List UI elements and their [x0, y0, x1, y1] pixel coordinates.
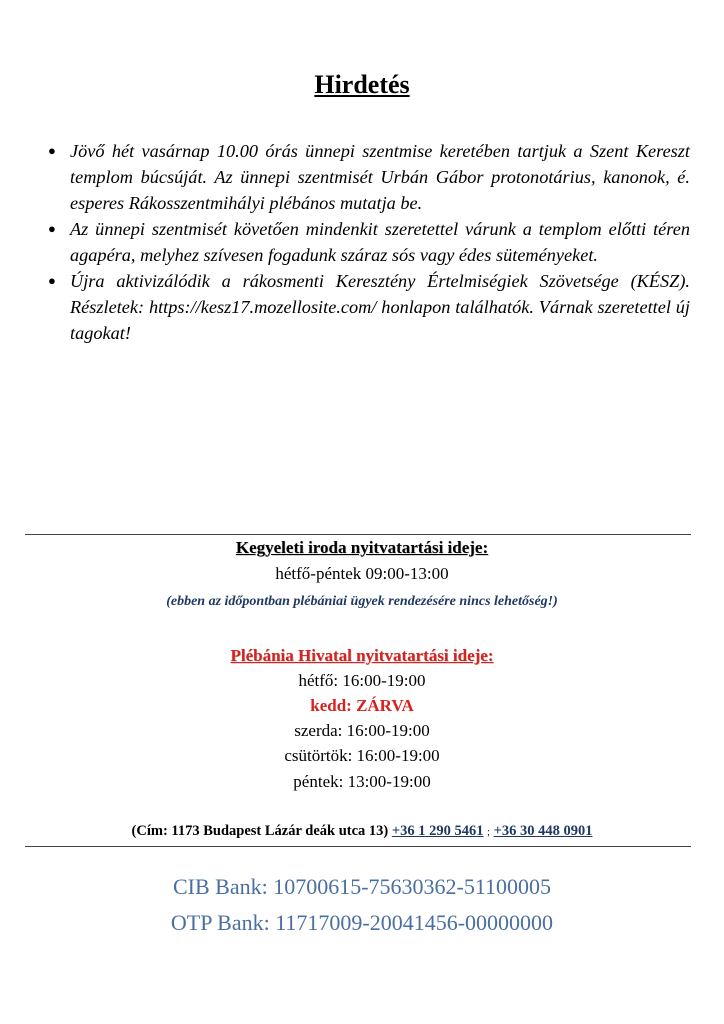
phone-separator: ; — [487, 827, 490, 838]
office-note: (ebben az időpontban plébániai ügyek rendezésére nincs lehetőség!) — [166, 594, 558, 609]
phone-link-1[interactable]: +36 1 290 5461 — [391, 823, 484, 839]
page-title: Hirdetés — [314, 70, 410, 99]
bullet-icon: ● — [48, 143, 56, 158]
parish-hours-heading: Plébánia Hivatal nyitvatartási ideje: — [230, 646, 494, 665]
bullet-icon: ● — [48, 273, 56, 288]
parish-tuesday: kedd: ZÁRVA — [310, 696, 414, 715]
parish-monday: hétfő: 16:00-19:00 — [298, 671, 426, 690]
bullet-icon: ● — [48, 221, 56, 236]
list-item — [48, 216, 690, 268]
announcement-text: Jövő hét vasárnap 10.00 órás ünnepi szentmise keretében tartjuk a Szent Kereszt templom búcsúját. Az ünnepi szentmisét Urbán Gábor protonotárius, kanonok, é. esperes Rákosszentmihályi plébános mutatja be. — [70, 141, 690, 213]
announcement-list — [48, 138, 690, 346]
otp-bank-account: OTP Bank: 11717009-20041456-00000000 — [170, 910, 554, 935]
office-hours-heading: Kegyeleti iroda nyitvatartási ideje: — [235, 538, 489, 557]
contact-line — [0, 823, 724, 840]
divider-top — [25, 534, 691, 535]
announcement-text: Újra aktivizálódik a rákosmenti Keresztény Értelmiségiek Szövetsége (KÉSZ). Részletek: https://kesz17.mozellosite.com/ honlapon találhatók. Várnak szeretettel új tagokat! — [70, 271, 690, 343]
address: (Cím: 1173 Budapest Lázár deák utca 13) — [131, 823, 389, 839]
cib-bank-account: CIB Bank: 10700615-75630362-51100005 — [172, 874, 552, 899]
parish-wednesday: szerda: 16:00-19:00 — [294, 721, 430, 740]
office-hours: hétfő-péntek 09:00-13:00 — [275, 564, 449, 583]
phone-link-2[interactable]: +36 30 448 0901 — [493, 823, 593, 839]
divider-bottom — [25, 846, 691, 847]
list-item — [48, 138, 690, 216]
list-item — [48, 268, 690, 346]
parish-friday: péntek: 13:00-19:00 — [293, 772, 431, 791]
announcement-text: Az ünnepi szentmisét követően mindenkit szeretettel várunk a templom előtti téren agapéra, melyhez szívesen fogadunk száraz sós vagy édes süteményeket. — [70, 219, 690, 265]
parish-thursday: csütörtök: 16:00-19:00 — [284, 746, 440, 765]
